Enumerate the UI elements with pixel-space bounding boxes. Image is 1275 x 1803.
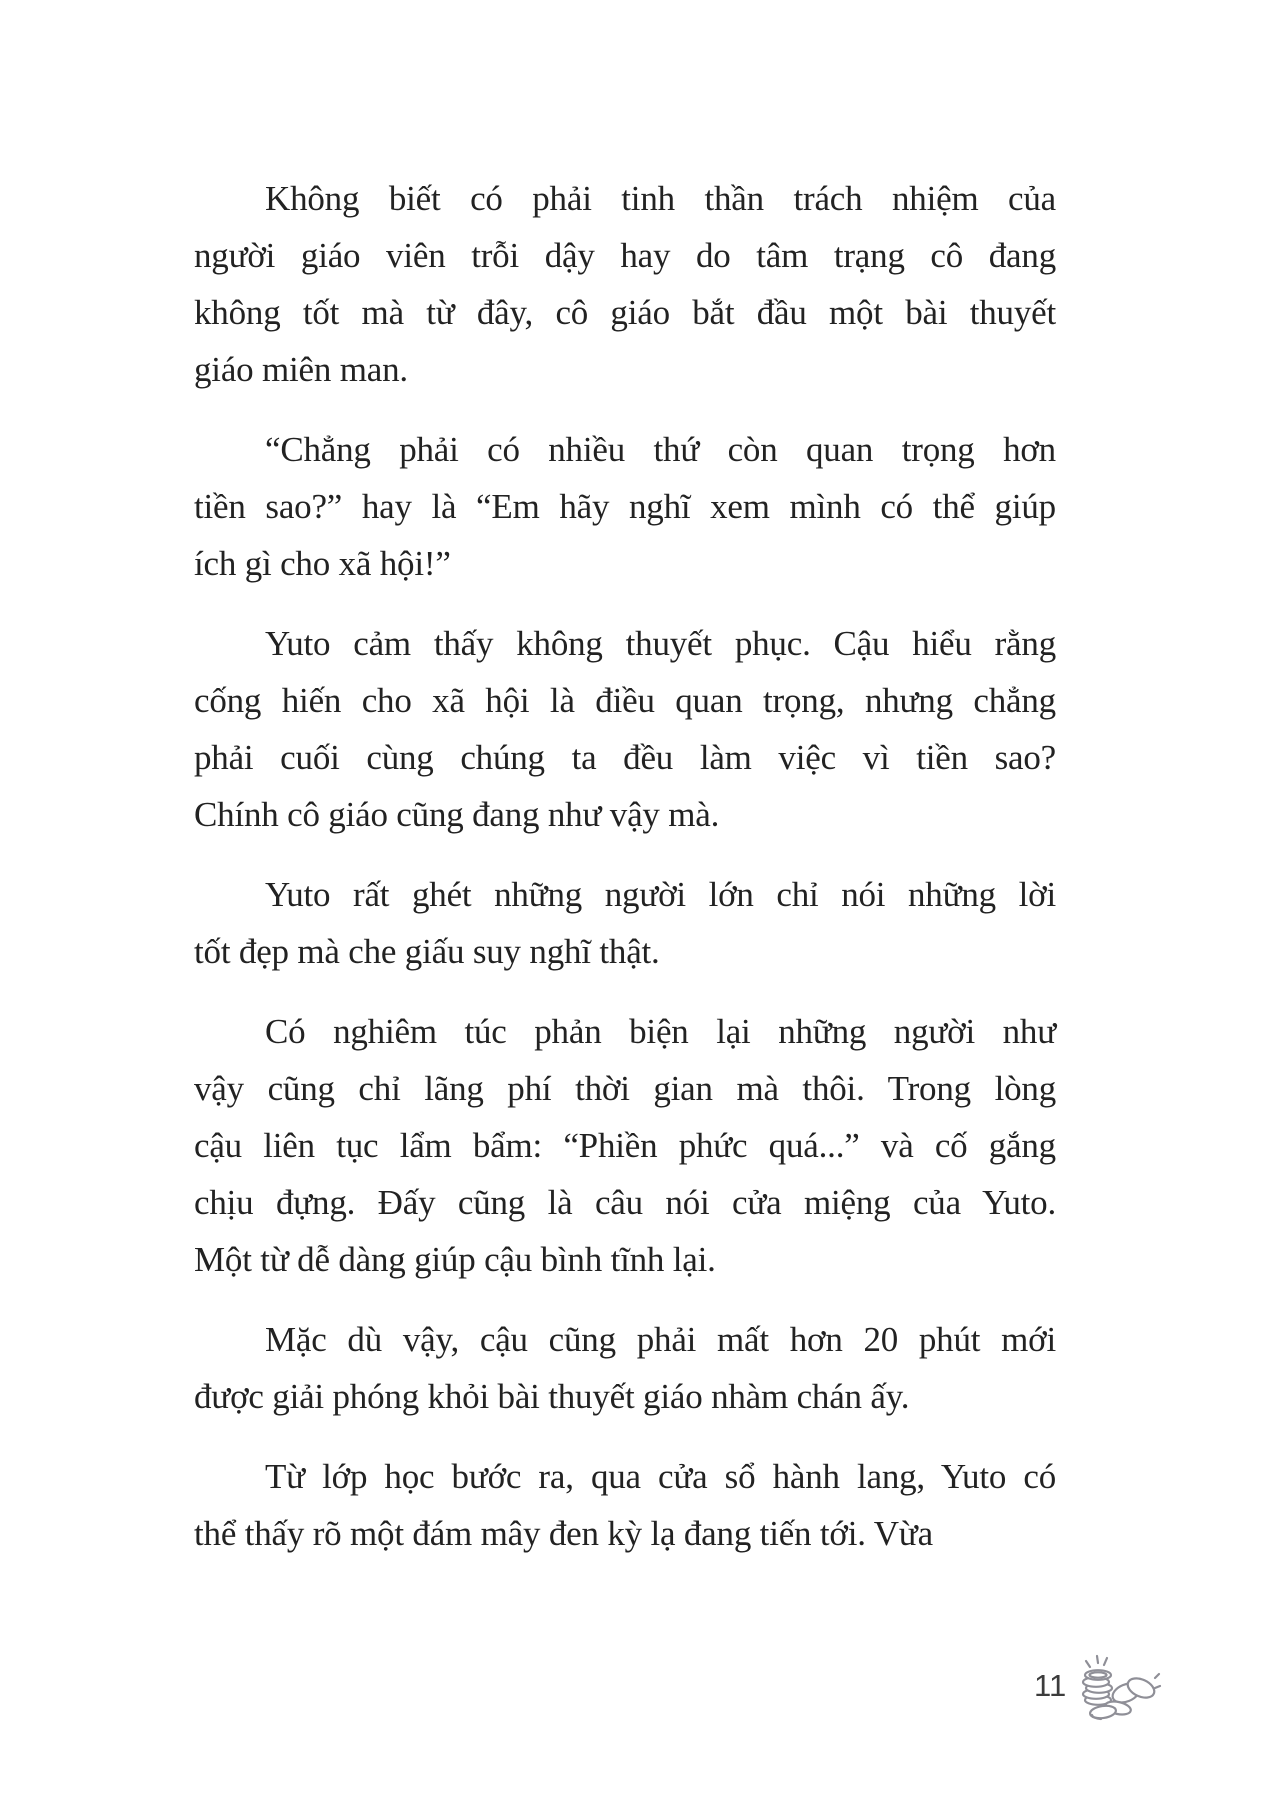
sparkle-dash (1104, 1658, 1107, 1665)
text-line: giáo miên man. (194, 350, 408, 389)
motion-dash (1155, 1674, 1159, 1678)
text-line: “Chẳng phải có nhiều thứ còn quan trọng hơn (265, 430, 1056, 469)
page-number: 11 (1034, 1668, 1067, 1703)
coins-icon (1076, 1648, 1162, 1732)
motion-dash (1155, 1686, 1160, 1688)
text-line: Một từ dễ dàng giúp cậu bình tĩnh lại. (194, 1240, 716, 1279)
text-block (194, 170, 1056, 1585)
paragraph (194, 1311, 1056, 1425)
paragraph (194, 170, 1056, 398)
paragraph (194, 615, 1056, 843)
text-line: cống hiến cho xã hội là điều quan trọng, nhưng chẳng (194, 681, 1056, 720)
text-line: phải cuối cùng chúng ta đều làm việc vì tiền sao? (194, 738, 1056, 777)
text-line: vậy cũng chỉ lãng phí thời gian mà thôi. Trong lòng (194, 1069, 1056, 1108)
text-line: thể thấy rõ một đám mây đen kỳ lạ đang tiến tới. Vừa (194, 1514, 933, 1553)
text-line: cậu liên tục lẩm bẩm: “Phiền phức quá...” và cố gắng (194, 1126, 1056, 1165)
text-line: được giải phóng khỏi bài thuyết giáo nhàm chán ấy. (194, 1377, 910, 1416)
text-line: người giáo viên trỗi dậy hay do tâm trạng cô đang (194, 236, 1056, 275)
text-line: Có nghiêm túc phản biện lại những người như (265, 1012, 1056, 1051)
sparkle-dash (1086, 1661, 1090, 1667)
text-line: Không biết có phải tinh thần trách nhiệm của (265, 179, 1056, 218)
text-line: Yuto rất ghét những người lớn chỉ nói những lời (265, 875, 1056, 914)
text-line: chịu đựng. Đấy cũng là câu nói cửa miệng của Yuto. (194, 1183, 1056, 1222)
text-line: tốt đẹp mà che giấu suy nghĩ thật. (194, 932, 660, 971)
paragraph (194, 421, 1056, 592)
paragraph (194, 1003, 1056, 1288)
text-line: Từ lớp học bước ra, qua cửa sổ hành lang, Yuto có (265, 1457, 1056, 1496)
coin-stack (1083, 1670, 1112, 1705)
text-line: không tốt mà từ đây, cô giáo bắt đầu một bài thuyết (194, 293, 1056, 332)
paragraph (194, 1448, 1056, 1562)
text-line: Chính cô giáo cũng đang như vậy mà. (194, 795, 720, 834)
text-line: Yuto cảm thấy không thuyết phục. Cậu hiểu rằng (265, 624, 1056, 663)
sparkle-dash (1097, 1656, 1098, 1663)
text-line: Mặc dù vậy, cậu cũng phải mất hơn 20 phút mới (265, 1320, 1056, 1359)
paragraph (194, 866, 1056, 980)
text-line: tiền sao?” hay là “Em hãy nghĩ xem mình có thể giúp (194, 487, 1056, 526)
text-line: ích gì cho xã hội!” (194, 544, 451, 583)
